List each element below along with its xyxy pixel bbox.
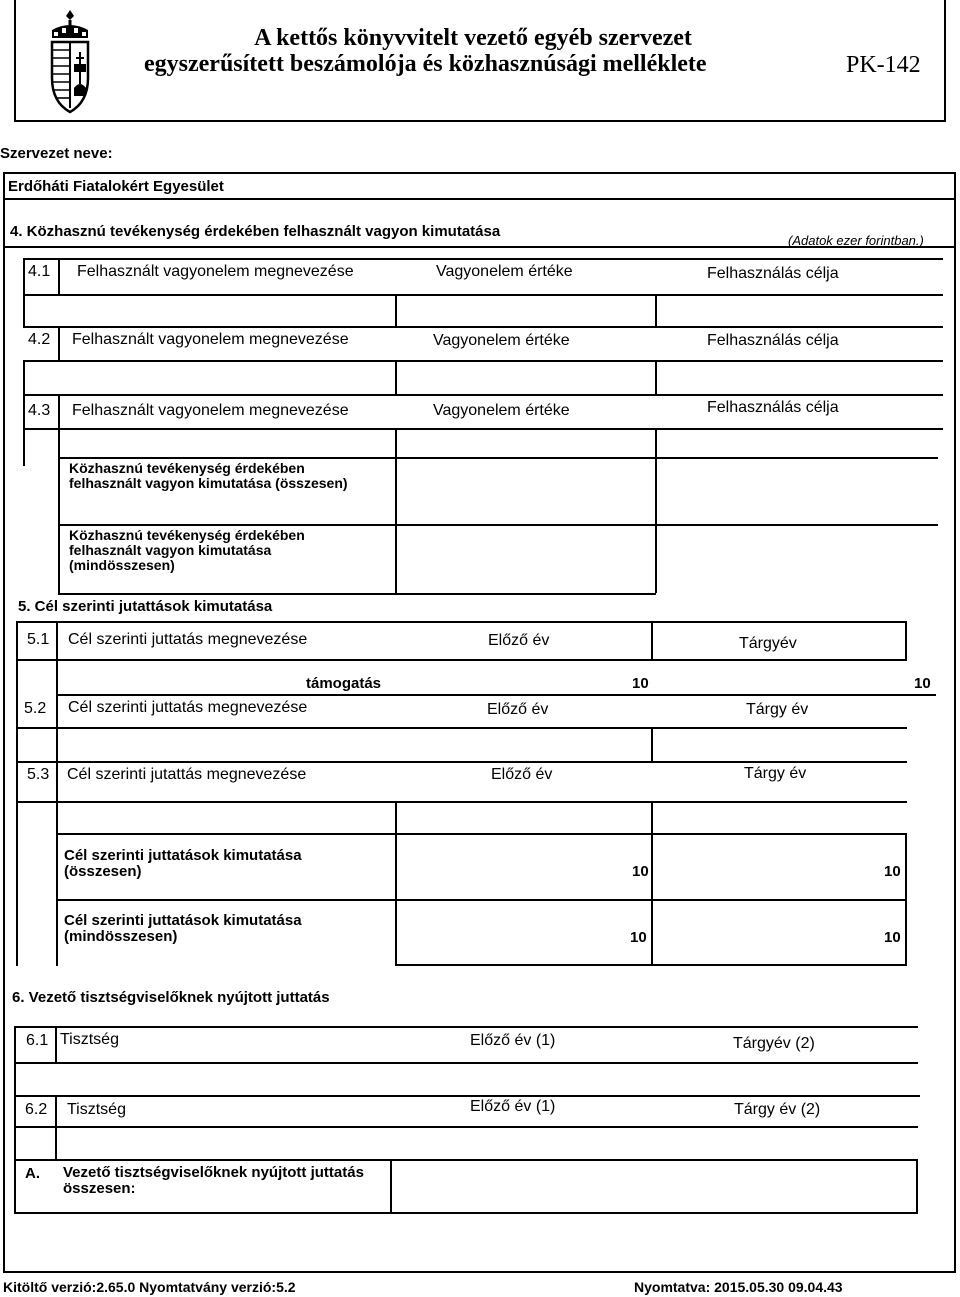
section5-total-label: Cél szerinti juttatások kimutatása (összesen)	[64, 847, 302, 880]
row-5-3-curr-header: Tárgy év	[744, 765, 807, 782]
document-title-line2: egyszerűsített beszámolója és közhasznúsági melléklete	[144, 51, 707, 77]
row-4-3-purpose-header: Felhasználás célja	[707, 399, 839, 416]
unit-note: (Adatok ezer forintban.)	[788, 233, 924, 248]
row-6-2-num: 6.2	[25, 1101, 48, 1118]
row-5-2-prev-header: Előző év	[487, 701, 549, 718]
row-4-2-purpose-header: Felhasználás célja	[707, 332, 839, 349]
section4-grand-total-label: Közhasznú tevékenység érdekében felhasznált vagyon kimutatása (mindösszesen)	[69, 527, 305, 573]
row-5-1-item-curr: 10	[914, 675, 931, 692]
row-6-2-prev-header: Előző év (1)	[470, 1098, 556, 1115]
row-6-1-num: 6.1	[26, 1032, 49, 1049]
row-4-2-name-header: Felhasznált vagyonelem megnevezése	[72, 331, 349, 348]
row-5-3-name-header: Cél szerinti jutattás megnevezése	[67, 766, 307, 783]
section5-total-prev: 10	[632, 863, 649, 880]
section5-grand-total-curr: 10	[884, 929, 901, 946]
row-5-2-name-header: Cél szerinti juttatás megnevezése	[68, 699, 308, 716]
section6-total-num: A.	[25, 1165, 40, 1182]
row-4-2-value-header: Vagyonelem értéke	[433, 332, 570, 349]
footer-version: Kitöltő verzió:2.65.0 Nyomtatvány verzió:5.2	[3, 1279, 296, 1295]
row-4-1-name-header: Felhasznált vagyonelem megnevezése	[77, 263, 354, 280]
row-6-1-prev-header: Előző év (1)	[470, 1032, 556, 1049]
section4-total-label: Közhasznú tevékenység érdekében felhasznált vagyon kimutatása (összesen)	[69, 460, 348, 491]
row-5-1-prev-header: Előző év	[488, 632, 550, 649]
row-5-1-item-prev: 10	[632, 675, 649, 692]
row-4-3-num: 4.3	[28, 402, 51, 419]
row-4-3-value-header: Vagyonelem értéke	[433, 402, 570, 419]
row-5-3-prev-header: Előző év	[491, 766, 553, 783]
row-6-2-position-header: Tisztség	[67, 1101, 126, 1118]
row-5-1-item-name: támogatás	[306, 675, 382, 692]
footer-printed: Nyomtatva: 2015.05.30 09.04.43	[634, 1279, 843, 1295]
row-6-1-curr-header: Tárgyév (2)	[733, 1035, 815, 1052]
row-5-2-curr-header: Tárgy év	[746, 701, 809, 718]
section5-grand-total-prev: 10	[630, 929, 647, 946]
row-4-1-num: 4.1	[28, 263, 51, 280]
row-5-1-name-header: Cél szerinti juttatás megnevezése	[68, 631, 308, 648]
row-4-1-purpose-header: Felhasználás célja	[707, 265, 839, 282]
row-6-2-curr-header: Tárgy év (2)	[734, 1101, 821, 1118]
row-4-3-name-header: Felhasznált vagyonelem megnevezése	[72, 402, 349, 419]
row-5-1-curr-header: Tárgyév	[739, 635, 797, 652]
row-5-2-num: 5.2	[24, 700, 47, 717]
section6-total-label: Vezető tisztségviselőknek nyújtott juttatás összesen:	[63, 1164, 364, 1197]
document-title-line1: A kettős könyvvitelt vezető egyéb szervezet	[254, 25, 692, 51]
section4-title: 4. Közhasznú tevékenység érdekében felhasznált vagyon kimutatása	[10, 223, 501, 240]
section5-total-curr: 10	[884, 863, 901, 880]
section5-grand-total-label: Cél szerinti juttatások kimutatása (mindösszesen)	[64, 912, 302, 945]
org-name: Erdőháti Fiatalokért Egyesület	[8, 178, 224, 195]
section5-title: 5. Cél szerinti jutattások kimutatása	[18, 598, 273, 615]
row-4-1-value-header: Vagyonelem értéke	[436, 263, 573, 280]
org-label: Szervezet neve:	[0, 145, 113, 162]
section6-title: 6. Vezető tisztségviselőknek nyújtott juttatás	[12, 989, 330, 1006]
row-5-3-num: 5.3	[27, 766, 50, 783]
row-4-2-num: 4.2	[28, 331, 51, 348]
form-code: PK-142	[846, 52, 921, 78]
row-5-1-num: 5.1	[27, 631, 50, 648]
row-6-1-position-header: Tisztség	[60, 1031, 119, 1048]
